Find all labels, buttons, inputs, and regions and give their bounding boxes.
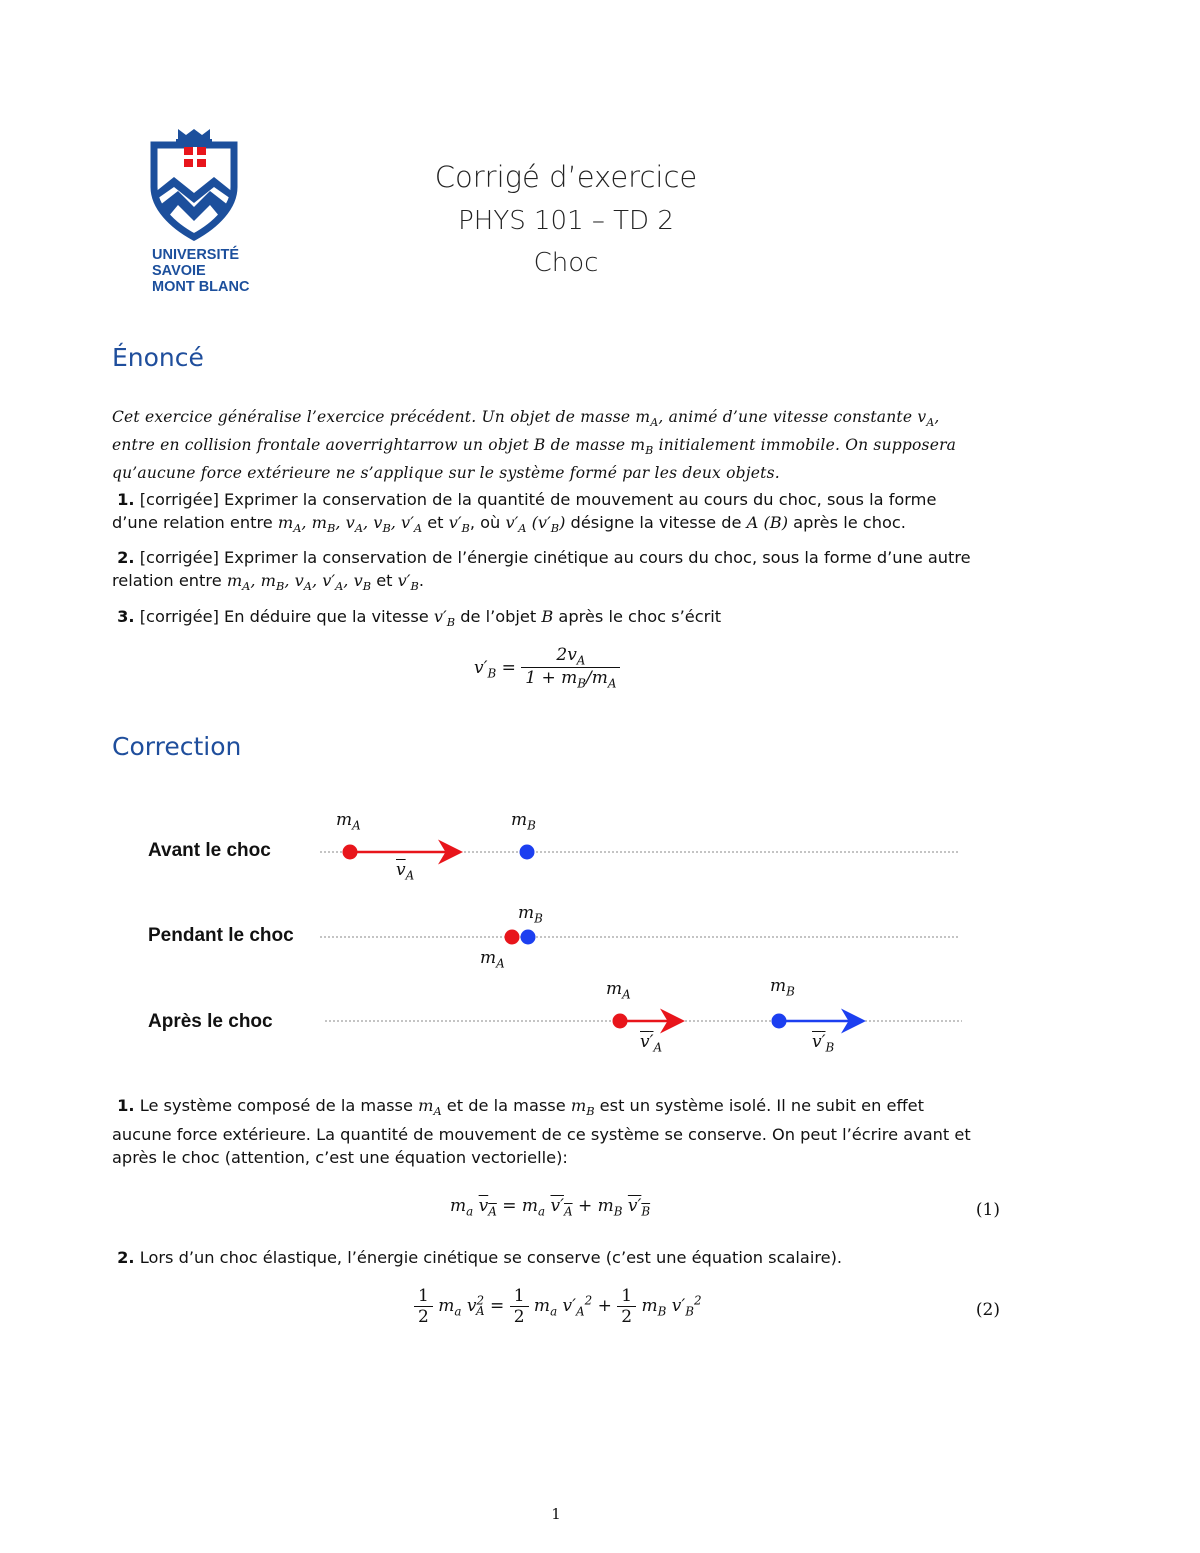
equation-momentum: $m_a$ $v_A = m_a$ $v'_A + m_B$ $v'_B$ xyxy=(450,1196,651,1219)
mass-a-before xyxy=(343,845,358,860)
diagram-label-after: Après le choc xyxy=(148,1011,273,1032)
mass-a-during xyxy=(505,930,520,945)
mass-b-before xyxy=(520,845,535,860)
doc-topic: Choc xyxy=(533,248,599,278)
section-heading-correction: Correction xyxy=(112,732,242,761)
result-formula: $v'_B$ = $\frac{2v_A}{1 + m_B/m_A}$ xyxy=(474,645,620,691)
label-ma-during: $m_A$ xyxy=(480,948,505,971)
label-vb-prime-after: $v'_B$ xyxy=(812,1032,835,1055)
page-number: 1 xyxy=(551,1505,561,1523)
label-va-prime-after: $v'_A$ xyxy=(640,1032,663,1055)
label-ma-after: $m_A$ xyxy=(606,979,631,1002)
doc-title: Corrigé d’exercice xyxy=(434,160,698,194)
correction-paragraph-1: 1. Le système composé de la masse $m_A$ et de la masse $m_B$ est un système isolé. Il ne subit en effet aucune force extérieure. La quantité de mouvement de ce système se conserve. On peut l’écrire avant et après le choc (attention, c’est une équation vectorielle): xyxy=(112,1096,971,1168)
logo-line-3: MONT BLANC xyxy=(152,279,250,295)
label-mb-before: $m_B$ xyxy=(511,810,536,833)
intro-line-2: entre en collision frontale aoverrightarrow un objet B de masse $m_B$ initialement immobile. On supposera xyxy=(112,436,957,458)
label-va-before: $\overline{v}_A$ xyxy=(396,860,415,883)
label-mb-after: $m_B$ xyxy=(770,976,795,999)
correction-paragraph-2: 2. Lors d’un choc élastique, l’énergie cinétique se conserve (c’est une équation scalaire). xyxy=(117,1248,843,1267)
section-heading-enonce: Énoncé xyxy=(112,343,204,372)
equation-energy: $\frac{1}{2}$ $m_a$ $v^2_A$ = $\frac{1}{2}$ $m_a$ $v'_A^2$ + $\frac{1}{2}$ $m_B$ $v'_B^2$ xyxy=(414,1286,702,1327)
diagram-label-before: Avant le choc xyxy=(148,840,271,861)
intro-line-3: qu’aucune force extérieure ne s’applique sur le système formé par les deux objets. xyxy=(112,464,780,483)
logo-line-1: UNIVERSITÉ xyxy=(152,247,240,263)
label-ma-before: $m_A$ xyxy=(336,810,361,833)
intro-line-1: Cet exercice généralise l’exercice précédent. Un objet de masse $m_A$, animé d’une vitesse constante $v_A$, xyxy=(112,408,940,430)
question-1: 1. [corrigée] Exprimer la conservation de la quantité de mouvement au cours du choc, sous la forme d’une relation entre $m_A$, $m_B$, $v_A$, $v_B$, $v'_A$ et $v'_B$, où $v'_A$ $(v'_B)$ désigne la vitesse de A (B) après le choc. xyxy=(112,490,937,536)
question-3: 3. [corrigée] En déduire que la vitesse $v'_B$ de l’objet B après le choc s’écrit xyxy=(117,607,722,630)
label-mb-during: $m_B$ xyxy=(518,903,543,926)
equation-number-2: (2) xyxy=(975,1300,1000,1320)
diagram-label-during: Pendant le choc xyxy=(148,925,294,946)
doc-course: PHYS 101 – TD 2 xyxy=(458,206,674,236)
logo-line-2: SAVOIE xyxy=(152,263,206,279)
mass-a-after xyxy=(613,1014,628,1029)
mass-b-after xyxy=(772,1014,787,1029)
equation-number-1: (1) xyxy=(975,1200,1000,1220)
mass-b-during xyxy=(521,930,536,945)
question-2: 2. [corrigée] Exprimer la conservation de l’énergie cinétique au cours du choc, sous la forme d’une autre relation entre $m_A$, $m_B$, $v_A$, $v'_A$, $v_B$ et $v'_B$. xyxy=(112,548,971,594)
